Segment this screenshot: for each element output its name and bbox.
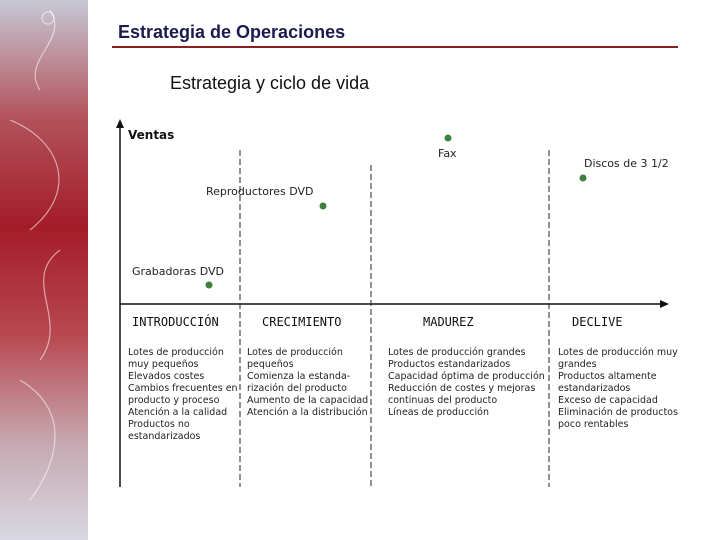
description-line: Líneas de producción — [388, 407, 489, 418]
description-line: continuas del producto — [388, 395, 498, 406]
stage-description-declive — [558, 347, 678, 431]
slide-header-title: Estrategia de Operaciones — [118, 22, 346, 42]
product-dot-grabadoras — [206, 282, 213, 289]
stage-description-madurez — [388, 347, 545, 419]
description-line: Comienza la estanda- — [247, 371, 351, 382]
product-label-grabadoras: Grabadoras DVD — [132, 265, 224, 278]
description-line: Atención a la calidad — [128, 407, 228, 418]
description-line: Lotes de producción — [247, 347, 343, 358]
product-dot-fax — [445, 135, 452, 142]
product-label-reproductores: Reproductores DVD — [206, 185, 314, 198]
description-line: Productos altamente — [558, 371, 657, 382]
description-line: Capacidad óptima de producción — [388, 371, 545, 382]
description-line: producto y proceso — [128, 395, 220, 406]
description-line: rización del producto — [247, 383, 347, 394]
description-line: Lotes de producción — [128, 347, 224, 358]
description-line: muy pequeños — [128, 359, 199, 370]
description-line: poco rentables — [558, 419, 629, 430]
product-dot-reproductores — [320, 203, 327, 210]
description-line: Exceso de capacidad — [558, 395, 658, 406]
description-line: Elevados costes — [128, 371, 205, 382]
description-line: estandarizados — [128, 431, 201, 442]
description-line: estandarizados — [558, 383, 631, 394]
stage-description-introduccion — [128, 347, 238, 443]
description-line: Productos no — [128, 419, 190, 430]
stage-title-introduccion: INTRODUCCIÓN — [132, 315, 219, 329]
description-line: Productos estandarizados — [388, 359, 511, 370]
description-line: pequeños — [247, 359, 294, 370]
product-label-fax: Fax — [438, 147, 457, 160]
stage-description-crecimiento — [247, 347, 368, 419]
description-line: Lotes de producción grandes — [388, 347, 526, 358]
stage-title-madurez: MADUREZ — [423, 315, 474, 329]
description-line: Aumento de la capacidad — [247, 395, 369, 406]
stage-title-crecimiento: CRECIMIENTO — [262, 315, 342, 329]
y-axis-label: Ventas — [128, 128, 175, 142]
product-dot-discos — [580, 175, 587, 182]
stage-title-declive: DECLIVE — [572, 315, 623, 329]
description-line: Lotes de producción muy — [558, 347, 678, 358]
slide-subtitle: Estrategia y ciclo de vida — [170, 73, 370, 93]
x-axis-arrow — [660, 300, 669, 308]
description-line: Reducción de costes y mejoras — [388, 383, 536, 394]
description-line: Atención a la distribución — [247, 407, 368, 418]
y-axis-arrow — [116, 119, 124, 128]
description-line: Eliminación de productos — [558, 407, 678, 418]
product-label-discos: Discos de 3 1/2 — [584, 157, 669, 170]
description-line: grandes — [558, 359, 597, 370]
description-line: Cambios frecuentes en — [128, 383, 238, 394]
